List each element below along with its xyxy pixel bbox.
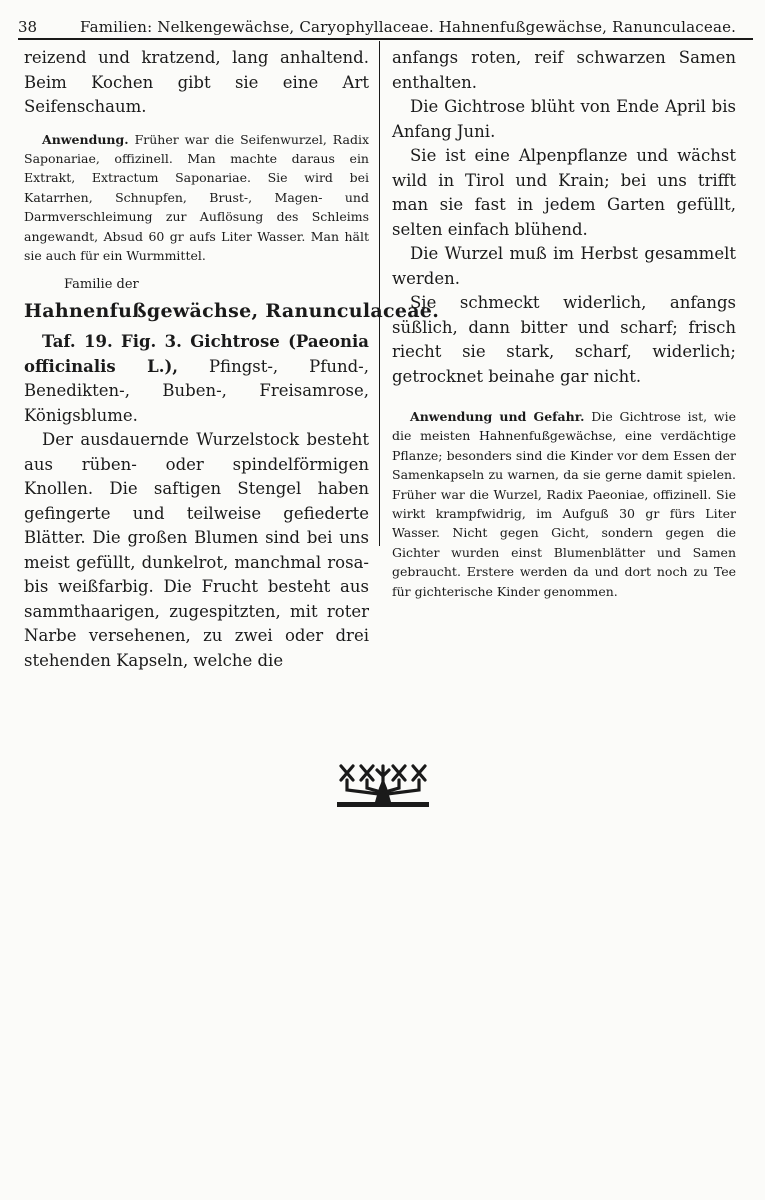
family-label: Familie der [64, 277, 139, 293]
habitat-paragraph: Sie ist eine Alpenpflanze und wächst wild in Tirol und Krain; bei uns trifft man sie fast in jedem Garten gefüllt, selten einfach blühend. [392, 146, 736, 239]
decorative-ornament [335, 760, 431, 810]
header-rule [18, 38, 753, 40]
saponaria-continuation: reizend und kratzend, lang anhaltend. Beim Kochen gibt sie eine Art Seifenschaum. [24, 48, 369, 116]
usage-label: Anwendung. [42, 131, 129, 147]
usage-text: Früher war die Seifenwurzel, Radix Saponariae, offizinell. Man machte daraus ein Extrakt, Extractum Saponariae. Sie wird bei Katarrhen, Schnupfen, Brust-, Magen- und Darmverschleimung zur Auflösung des Schleims angewandt, Absud 60 gr aufs Liter Wasser. Man hält sie auch für ein Wurmmittel. [24, 131, 369, 263]
description-paragraph: Der ausdauernde Wurzelstock besteht aus rüben- oder spindelförmigen Knollen. Die saftigen Stengel haben gefingerte und teilweise gefiederte Blätter. Die großen Blumen sind bei uns meist gefüllt, dunkelrot, manchmal rosa- bis weißfarbig. Die Frucht besteht aus sammthaarigen, zugespitzten, mit roter Narbe versehenen, zu zwei oder drei stehenden Kapseln, welche die [24, 430, 369, 670]
right-column [392, 46, 736, 601]
flowering-time-paragraph: Die Gichtrose blüht von Ende April bis Anfang Juni. [392, 97, 736, 141]
common-names: Pfingst-, Pfund-, Benedikten-, Buben-, Freisamrose, Königsblume. [24, 356, 369, 425]
plate-reference: Taf. 19. Fig. 3. Gichtrose (Paeonia officinalis L.), [24, 332, 369, 376]
page-number: 38 [18, 18, 38, 36]
species-heading-paragraph [24, 330, 369, 428]
running-title: Familien: Nelkengewächse, Caryophyllaceae. Hahnenfußgewächse, Ranunculaceae. [80, 18, 737, 36]
taste-smell-paragraph: Sie schmeckt widerlich, anfangs süßlich, dann bitter und scharf; frisch riecht sie stark, scharf, widerlich; getrocknet beinahe gar nicht. [392, 293, 736, 386]
running-head [18, 10, 753, 40]
family-heading: Hahnenfußgewächse, Ranunculaceae. [24, 300, 440, 323]
saponaria-usage-paragraph [24, 130, 369, 266]
usage-danger-paragraph [392, 407, 736, 601]
fruit-continuation: anfangs roten, reif schwarzen Samen enthalten. [392, 48, 736, 92]
usage-danger-text: Die Gichtrose ist, wie die meisten Hahnenfußgewächse, eine verdächtige Pflanze; besonders sind die Kinder vor dem Essen der Samenkapseln zu warnen, da sie gerne damit spielen. Früher war die Wurzel, Radix Paeoniae, offizinell. Sie wirkt krampfwidrig, im Aufguß 30 gr fürs Liter Wasser. Nicht gegen Gicht, sondern gegen die Gichter wurden einst Blumenblätter und Samen gebraucht. Erstere werden da und dort noch zu Tee für gichterische Kinder genommen. [392, 409, 736, 599]
usage-danger-label: Anwendung und Gefahr. [410, 409, 585, 424]
harvest-paragraph: Die Wurzel muß im Herbst gesammelt werden. [392, 244, 736, 288]
column-divider [379, 41, 380, 546]
left-column [24, 46, 440, 673]
